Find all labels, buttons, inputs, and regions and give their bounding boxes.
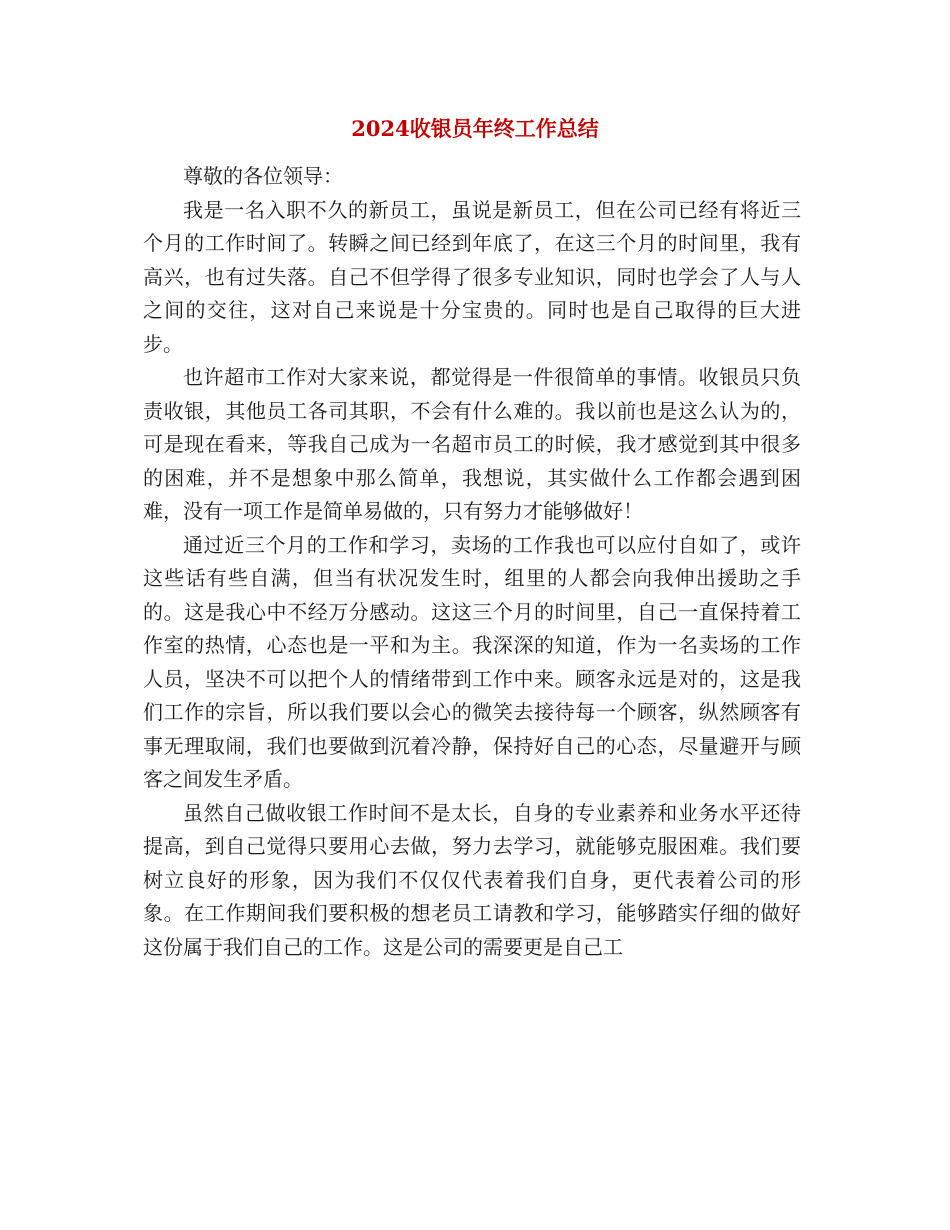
salutation: 尊敬的各位领导： — [183, 164, 343, 188]
paragraph: 我是一名入职不久的新员工，虽说是新员工，但在公司已经有将近三个月的工作时间了。转瞬之间已经到年底了，在这三个月的时间里，我有高兴，也有过失落。自己不但学得了很多专业知识，同时也学会了人与人之间的交往，这对自己来说是十分宝贵的。同时也是自己取得的巨大进步。 — [143, 197, 801, 356]
document-body — [143, 160, 801, 964]
paragraph: 也许超市工作对大家来说，都觉得是一件很简单的事情。收银员只负责收银，其他员工各司其职，不会有什么难的。我以前也是这么认为的，可是现在看来，等我自己成为一名超市员工的时候，我才感觉到其中很多的困难，并不是想象中那么简单，我想说，其实做什么工作都会遇到困难，没有一项工作是简单易做的，只有努力才能够做好！ — [143, 365, 801, 523]
document-title: 2024收银员年终工作总结 — [351, 116, 599, 141]
paragraph: 通过近三个月的工作和学习，卖场的工作我也可以应付自如了，或许这些话有些自满，但当有状况发生时，组里的人都会向我伸出援助之手的。这是我心中不经万分感动。这这三个月的时间里，自己一直保持着工作室的热情，心态也是一平和为主。我深深的知道，作为一名卖场的工作人员，坚决不可以把个人的情绪带到工作中来。顾客永远是对的，这是我们工作的宗旨，所以我们要以会心的微笑去接待每一个顾客，纵然顾客有事无理取闹，我们也要做到沉着冷静，保持好自己的心态，尽量避开与顾客之间发生矛盾。 — [143, 532, 801, 791]
paragraph: 虽然自己做收银工作时间不是太长，自身的专业素养和业务水平还待提高，到自己觉得只要用心去做，努力去学习，就能够克服困难。我们要树立良好的形象，因为我们不仅仅代表着我们自身，更代表着公司的形象。在工作期间我们要积极的想老员工请教和学习，能够踏实仔细的做好这份属于我们自己的工作。这是公司的需要更是自己工 — [143, 800, 801, 959]
